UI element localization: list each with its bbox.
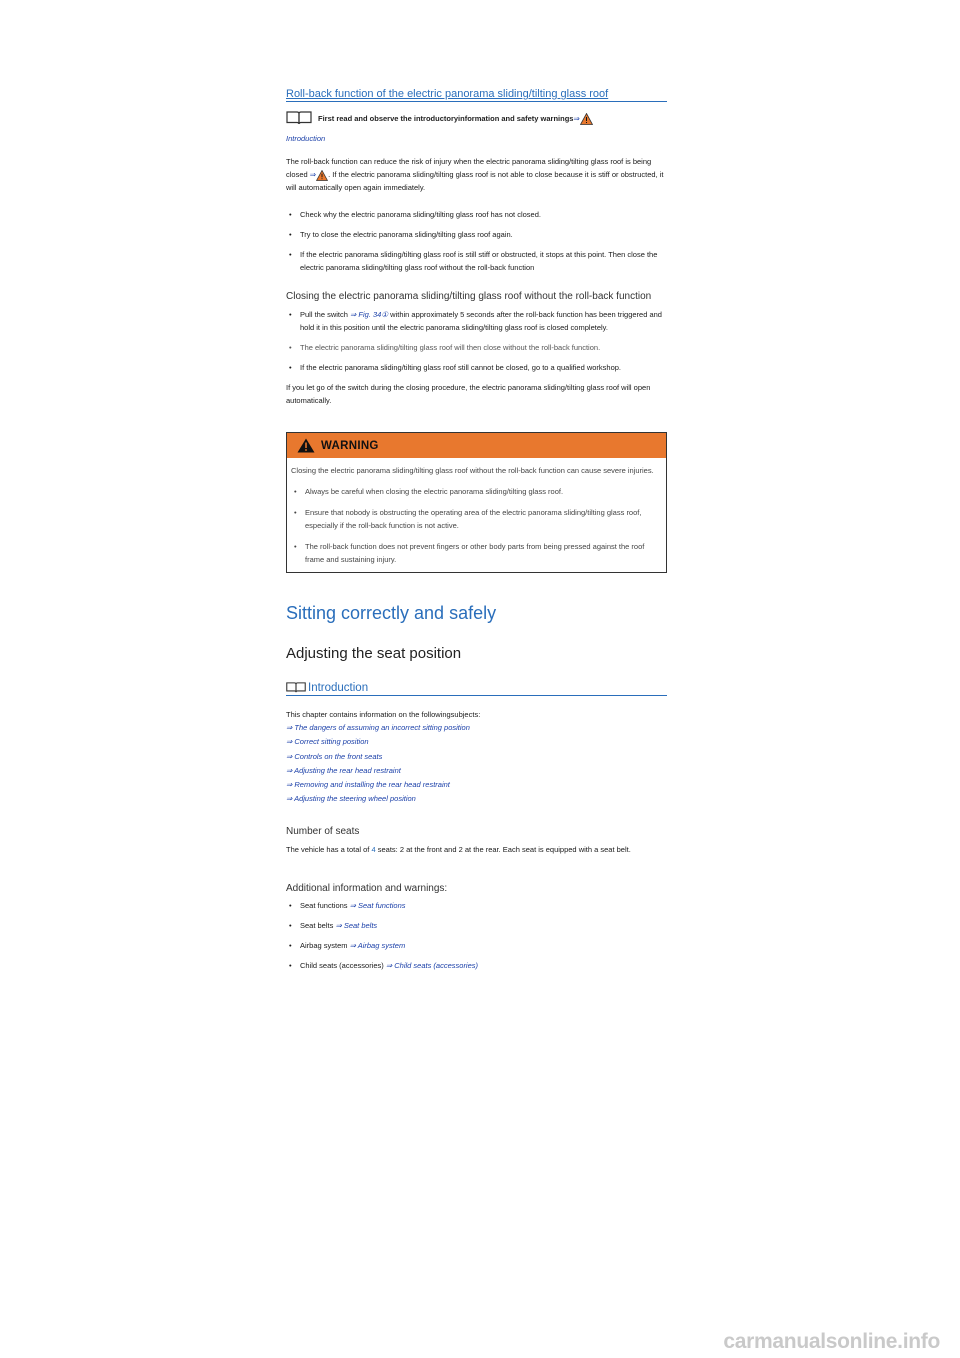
warning-triangle-icon[interactable] [316,170,328,181]
subject-links [286,721,667,807]
list-item: • The electric panorama sliding/tilting glass roof will then close without the roll-back function. [286,341,667,354]
subject-link[interactable]: ⇒ Removing and installing the rear head restraint [286,780,450,790]
book-icon [286,682,306,693]
warning-header [287,433,666,458]
item-label: Child seats (accessories) [300,960,386,970]
rollback-paragraph [286,155,667,194]
subject-link[interactable]: ⇒ The dangers of assuming an incorrect sitting position [286,723,470,732]
item-link[interactable]: ⇒ Child seats (accessories) [385,960,479,970]
intro-text: First read and observe the introductoryinformation and safety warnings [318,113,574,123]
list-item: • If the electric panorama sliding/tilting glass roof is still stiff or obstructed, it stops at this point. Then close the electric panorama sliding/tilting glass roof without the roll-back function [286,248,667,274]
seats-text-part1: The vehicle has a total of [286,844,372,854]
item-label: Seat belts [300,920,336,930]
list-item [286,899,667,912]
list-item: • Try to close the electric panorama sliding/tilting glass roof again. [286,228,667,241]
subject-link[interactable]: ⇒ Correct sitting position [286,737,369,747]
intro-notice [286,111,667,125]
introduction-heading-label: Introduction [308,682,369,694]
number-of-seats-heading: Number of seats [286,825,360,837]
warning-body [287,458,666,572]
list-item: • Always be careful when closing the electric panorama sliding/tilting glass roof. [291,485,662,498]
subject-link[interactable]: ⇒ Controls on the front seats [286,751,383,761]
list-item: • Check why the electric panorama sliding/tilting glass roof has not closed. [286,208,667,221]
seats-count: 4 [371,844,376,854]
warning-text: Closing the electric panorama sliding/tilting glass roof without the roll-back function can cause severe injuries. [291,466,654,475]
chapter-title: Sitting correctly and safely [286,603,497,623]
book-icon [286,111,312,125]
rollback-title: Roll-back function of the electric panorama sliding/tilting glass roof [286,88,667,102]
list-item [286,959,667,972]
intro-link[interactable]: Introduction [286,134,326,143]
fig-link[interactable]: ⇒ Fig. 34① [350,310,389,319]
closing-b1-part1: Pull the switch [300,310,351,319]
warning-bullets [291,485,662,566]
item-link[interactable]: ⇒ Seat functions [349,900,406,910]
list-item [286,939,667,952]
additional-info-list [286,899,667,972]
warning-icon [297,438,315,453]
closing-b1-part2: within approximately 5 seconds after the roll-back function has been triggered and hold it in this position until the electric panorama sliding/tilting glass roof is closed completely. [300,310,662,332]
item-link[interactable]: ⇒ Airbag system [349,940,406,950]
seats-text-part2: seats: 2 at the front and 2 at the rear. Each seat is equipped with a seat belt. [375,844,631,854]
page-content [286,88,667,972]
item-label: Seat functions [300,900,350,910]
warning-triangle-icon[interactable] [580,113,593,125]
rollback-bullets [286,208,667,274]
additional-info-heading: Additional information and warnings: [286,882,448,894]
list-item: • Ensure that nobody is obstructing the operating area of the electric panorama sliding/tilting glass roof, especially if the roll-back function is not active. [291,506,662,532]
intro-arrow: ⇒ [573,113,580,123]
intro-paragraph: This chapter contains information on the followingsubjects: [286,710,481,719]
list-item: • If the electric panorama sliding/tilting glass roof still cannot be closed, go to a qualified workshop. [286,361,667,374]
rollback-para-part2: . If the electric panorama sliding/tilting glass roof is not able to close because it is stiff or obstructed, it will automatically open again immediately. [286,170,664,192]
item-label: Airbag system [300,940,350,950]
closing-heading: Closing the electric panorama sliding/tilting glass roof without the roll-back function [286,291,652,302]
list-item: • The roll-back function does not prevent fingers or other body parts from being pressed against the roof frame and sustaining injury. [291,540,662,566]
list-item [286,308,667,334]
warning-box [286,432,667,573]
subject-link[interactable]: ⇒ Adjusting the rear head restraint [286,765,401,775]
rollback-para-part1: The roll-back function can reduce the risk of injury when the electric panorama sliding/tilting glass roof is being closed [286,157,652,179]
introduction-heading [286,682,667,696]
closing-paragraph: If you let go of the switch during the closing procedure, the electric panorama sliding/tilting glass roof will open automatically. [286,383,651,405]
closing-bullets [286,308,667,374]
subject-link[interactable]: ⇒ Adjusting the steering wheel position [286,794,416,804]
section-title: Adjusting the seat position [286,645,462,662]
warning-label: WARNING [321,439,379,452]
rollback-para-arrow: ⇒ [309,170,317,179]
list-item [286,919,667,932]
item-link[interactable]: ⇒ Seat belts [335,920,378,930]
watermark: carmanualsonline.info [723,1330,940,1353]
number-of-seats-paragraph [286,843,667,856]
